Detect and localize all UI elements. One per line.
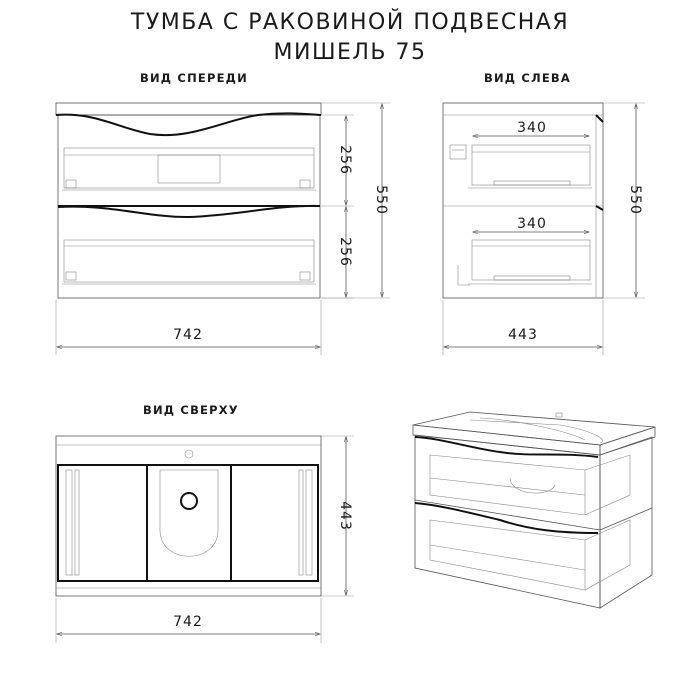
label-left-view: ВИД СЛЕВА xyxy=(484,71,571,85)
dim-front-width: 742 xyxy=(173,327,203,343)
drain-hole-icon xyxy=(181,493,197,509)
dim-front-drawer-top: 256 xyxy=(337,145,353,175)
dim-top-width: 742 xyxy=(173,614,203,630)
top-view-drawing xyxy=(56,436,354,643)
dim-front-drawer-bottom: 256 xyxy=(337,237,353,267)
dim-top-depth: 443 xyxy=(337,501,353,531)
front-view-drawing xyxy=(56,103,390,355)
label-front-view: ВИД СПЕРЕДИ xyxy=(140,71,248,85)
faucet-hole-icon xyxy=(185,450,193,458)
title-line-2: МИШЕЛЬ 75 xyxy=(273,40,427,65)
label-top-view: ВИД СВЕРХУ xyxy=(143,403,239,417)
title-line-1: ТУМБА С РАКОВИНОЙ ПОДВЕСНАЯ xyxy=(130,10,570,35)
dim-front-height: 550 xyxy=(373,185,389,215)
dim-side-drawer-bottom: 340 xyxy=(517,216,547,232)
isometric-view-drawing xyxy=(413,412,655,608)
dim-side-drawer-top: 340 xyxy=(517,120,547,136)
dim-side-height: 550 xyxy=(627,185,643,215)
dim-side-depth: 443 xyxy=(508,327,538,343)
